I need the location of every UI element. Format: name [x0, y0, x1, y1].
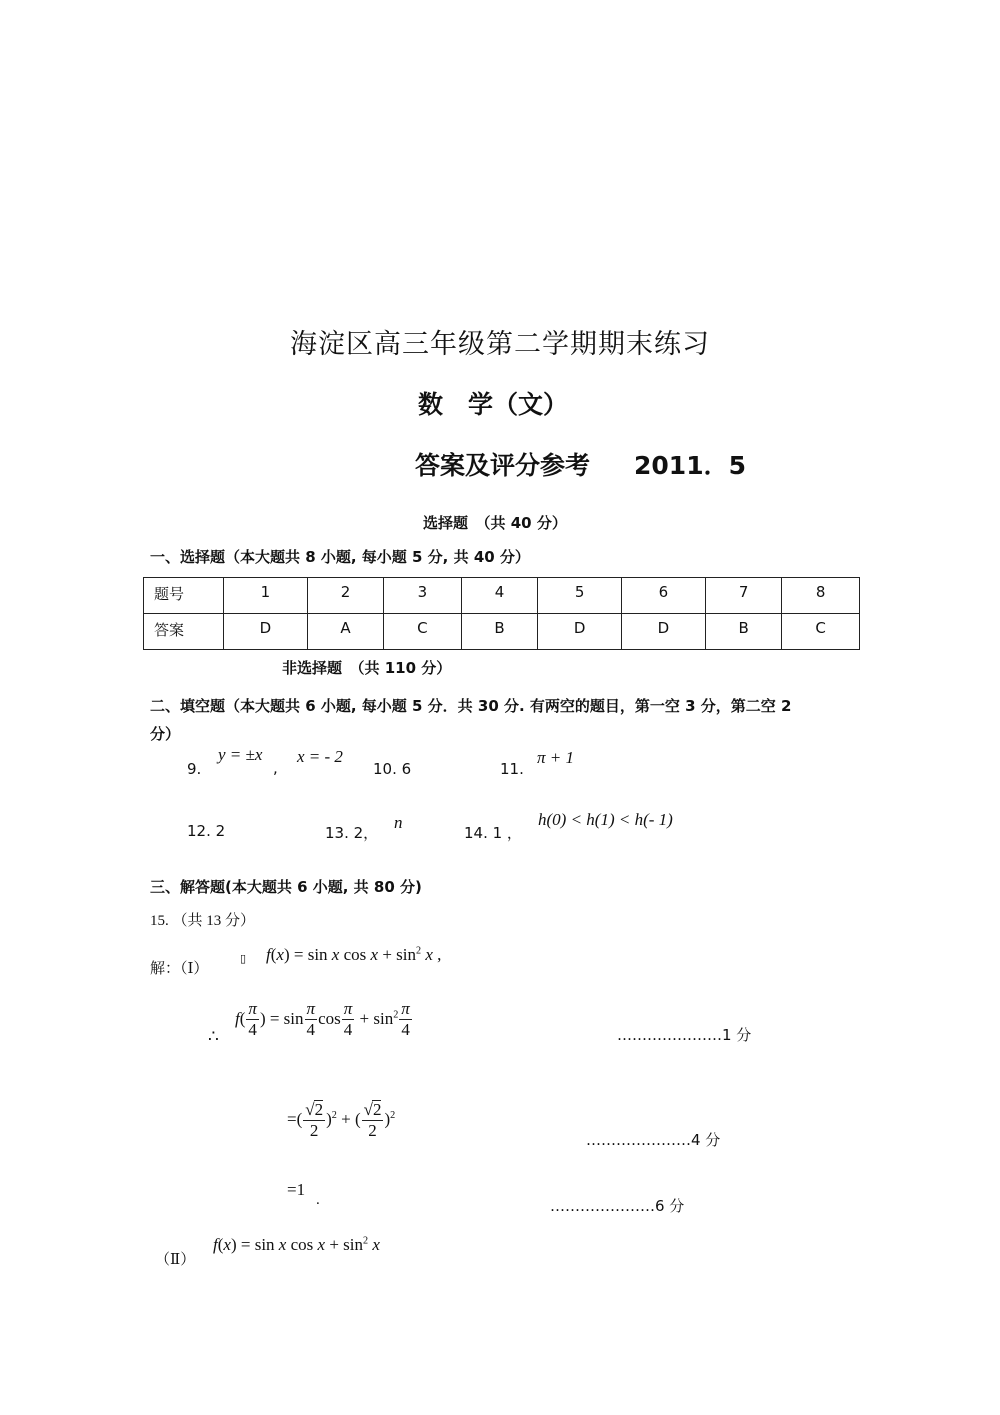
score-step-4: …………………4 分: [586, 1131, 721, 1149]
q11-answer: π + 1: [537, 748, 574, 767]
answer-cell: D: [538, 614, 622, 650]
question-number-cell: 3: [384, 578, 462, 614]
question-number-cell: 7: [705, 578, 782, 614]
choice-part-heading: 选择题 （共 40 分）: [423, 514, 567, 532]
answer-cell: C: [384, 614, 462, 650]
answer-table: [143, 577, 860, 650]
row-label-answer: 答案: [144, 614, 224, 650]
q9-answer-a: y = ±x: [218, 745, 263, 764]
question-number-cell: 1: [224, 578, 308, 614]
q14-answer: h(0) < h(1) < h(- 1): [538, 810, 673, 829]
q15-header: 15. （共 13 分）: [150, 913, 256, 929]
row-label-number: 题号: [144, 578, 224, 614]
answer-cell: B: [461, 614, 538, 650]
therefore-symbol: ∴: [208, 1027, 219, 1046]
question-number-cell: 8: [782, 578, 860, 614]
score-step-1: …………………1 分: [617, 1026, 752, 1044]
fill-section-title: 二、填空题（本大题共 6 小题, 每小题 5 分．共 30 分. 有两空的题目，第一空 3 分，第二空 2: [150, 697, 792, 715]
answer-cell: B: [705, 614, 782, 650]
part1-label: 解：（Ⅰ）: [150, 961, 209, 977]
q9-label: 9.: [187, 760, 202, 778]
q9-separator: ,: [273, 759, 278, 777]
document-title: 海淀区高三年级第二学期期末练习: [290, 329, 710, 360]
subject-title: 数 学（文）: [418, 390, 569, 419]
answer-row: [144, 614, 860, 650]
question-number-row: [144, 578, 860, 614]
q11-label: 11.: [500, 760, 524, 778]
equation-result: =1: [287, 1180, 306, 1199]
solution-section-title: 三、解答题(本大题共 6 小题, 共 80 分): [150, 878, 422, 896]
q14-label: 14. 1 ，: [464, 824, 522, 842]
q10-answer: 10. 6: [373, 760, 412, 778]
q13-answer: n: [394, 813, 403, 832]
nonchoice-part-heading: 非选择题 （共 110 分）: [282, 659, 452, 677]
answer-cell: C: [782, 614, 860, 650]
fill-section-title-cont: 分）: [150, 725, 181, 743]
question-number-cell: 2: [307, 578, 383, 614]
choice-section-title: 一、选择题（本大题共 8 小题, 每小题 5 分, 共 40 分）: [150, 548, 530, 566]
answer-cell: D: [622, 614, 706, 650]
equation-f-pi-over-4: f( $\frac{\pi}{4}$ ) = sin $\frac{\pi}{4}$ cos $\frac{\pi}{4}$ + $\sin^2$ $\frac{\pi}{4}$: [235, 999, 410, 1039]
function-definition: f(x) = sin x $\cos x + \sin^2 x$ ,: [266, 945, 442, 964]
answer-cell: A: [307, 614, 383, 650]
answer-key-label: 答案及评分参考: [415, 451, 591, 480]
equation-sqrt-terms: =( $\frac{√2}{2}$ )$^2$ + ( $\frac{√2}{2}$ )$^2$: [287, 1100, 396, 1140]
q9-answer-b: x = - 2: [297, 747, 343, 766]
answer-cell: D: [224, 614, 308, 650]
q12-answer: 12. 2: [187, 822, 226, 840]
question-number-cell: 4: [461, 578, 538, 614]
score-step-6: …………………6 分: [550, 1197, 685, 1215]
answer-key-title: [415, 446, 746, 482]
exam-date: 2011．5: [634, 451, 746, 480]
mark-glyph: ▯: [240, 953, 247, 965]
q13-label: 13. 2，: [325, 824, 379, 842]
equation-result-period: .: [316, 1192, 320, 1208]
function-definition-part2: f(x) = sin x $\cos x + \sin^2 x$: [213, 1235, 380, 1254]
question-number-cell: 6: [622, 578, 706, 614]
question-number-cell: 5: [538, 578, 622, 614]
part2-label: （Ⅱ）: [155, 1252, 196, 1268]
